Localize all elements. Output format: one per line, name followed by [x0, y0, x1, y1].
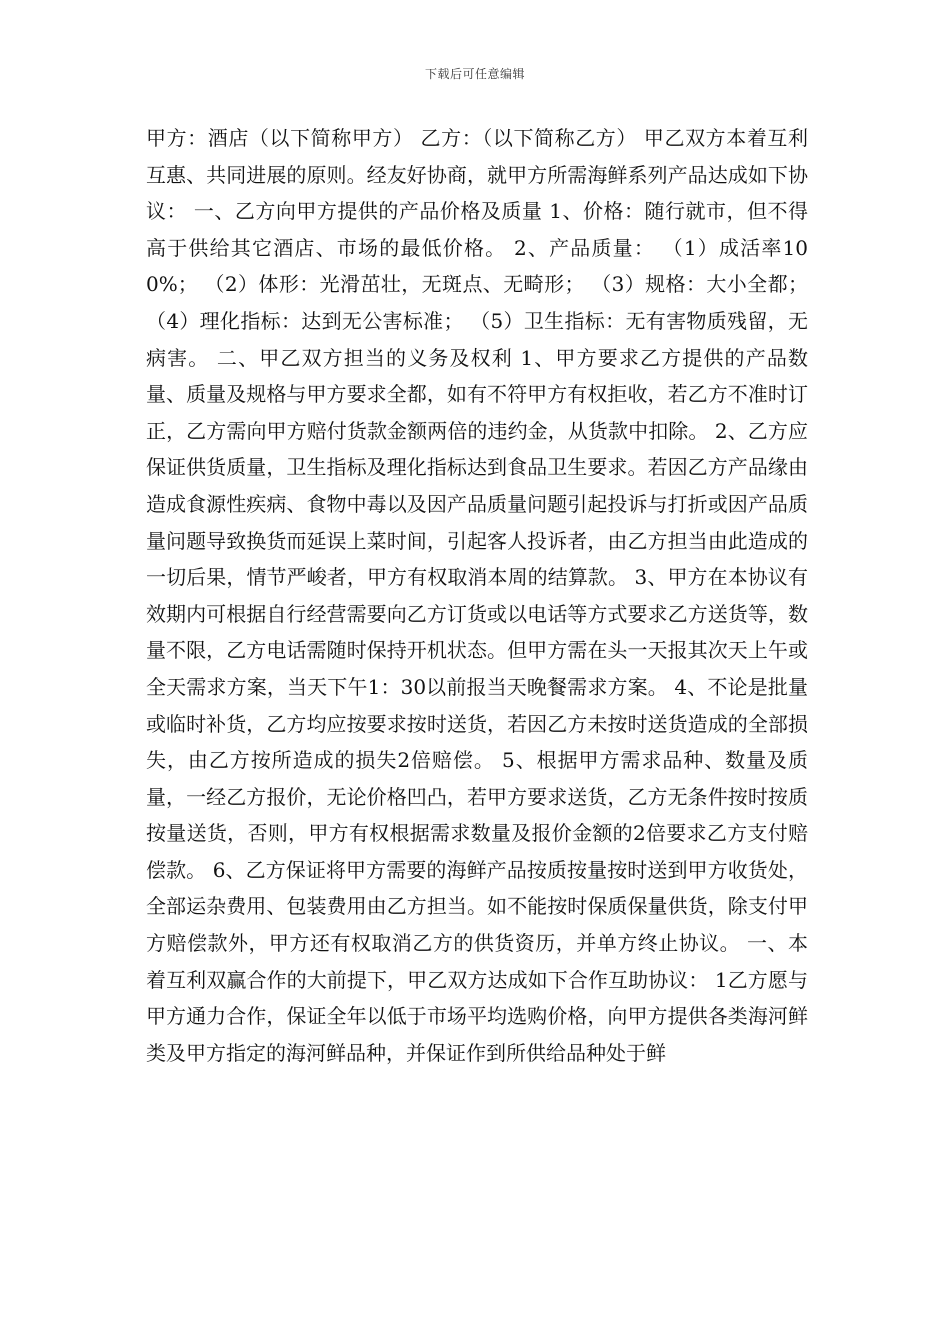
header-note: 下载后可任意编辑: [424, 67, 525, 81]
contract-body-text: 甲方：酒店（以下简称甲方） 乙方：（以下简称乙方） 甲乙双方本着互利互惠、共同进展的原则。经友好协商，就甲方所需海鲜系列产品达成如下协议： 一、乙方向甲方提供的产品价格及质量 1、价格：随行就市，但不得高于供给其它酒店、市场的最低价格。 2、产品质量： （1）成活率100%； （2）体形：光滑茁壮，无斑点、无畸形； （3）规格：大小全都； （4）理化指标：达到无公害标准； （5）卫生指标：无有害物质残留，无病害。 二、甲乙双方担当的义务及权利 1、甲方要求乙方提供的产品数量、质量及规格与甲方要求全都，如有不符甲方有权拒收，若乙方不准时订正，乙方需向甲方赔付货款金额两倍的违约金，从货款中扣除。 2、乙方应保证供货质量，卫生指标及理化指标达到食品卫生要求。若因乙方产品缘由造成食源性疾病、食物中毒以及因产品质量问题引起投诉与打折或因产品质量问题导致换货而延误上菜时间，引起客人投诉者，由乙方担当由此造成的一切后果，情节严峻者，甲方有权取消本周的结算款。 3、甲方在本协议有效期内可根据自行经营需要向乙方订货或以电话等方式要求乙方送货等，数量不限，乙方电话需随时保持开机状态。但甲方需在头一天报其次天上午或全天需求方案，当天下午1：30以前报当天晚餐需求方案。 4、不论是批量或临时补货，乙方均应按要求按时送货，若因乙方未按时送货造成的全部损失，由乙方按所造成的损失2倍赔偿。 5、根据甲方需求品种、数量及质量，一经乙方报价，无论价格凹凸，若甲方要求送货，乙方无条件按时按质按量送货，否则，甲方有权根据需求数量及报价金额的2倍要求乙方支付赔偿款。 6、乙方保证将甲方需要的海鲜产品按质按量按时送到甲方收货处，全部运杂费用、包装费用由乙方担当。如不能按时保质保量供货，除支付甲方赔偿款外，甲方还有权取消乙方的供货资历，并单方终止协议。 一、本着互利双赢合作的大前提下，甲乙双方达成如下合作互助协议： 1乙方愿与甲方通力合作，保证全年以低于市场平均选购价格，向甲方提供各类海河鲜类及甲方指定的海河鲜品种，并保证作到所供给品种处于鲜: [146, 126, 808, 1065]
